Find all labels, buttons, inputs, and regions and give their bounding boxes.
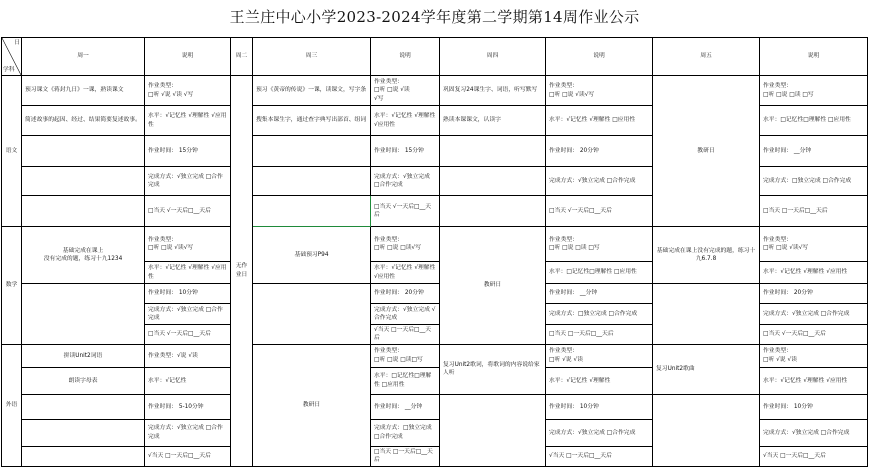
english-thu-note: √当天 □一天后□__天后	[546, 446, 653, 466]
subject-chinese: 语文	[2, 76, 22, 227]
header-note: 说明	[760, 38, 868, 76]
math-mon-task-empty	[22, 284, 145, 345]
math-thu-note: □当天 □一天后□__天后	[546, 325, 653, 345]
math-fri-note: 作业类型： □听 □说 √读√写	[760, 227, 868, 262]
math-fri-note: 水平：√记忆性 √理解性 √应用性	[760, 262, 868, 284]
header-mon: 周一	[22, 38, 145, 76]
english-wed-task: 教研日	[253, 344, 371, 466]
english-mon-task	[22, 394, 145, 419]
english-thu-note: 水平：√记忆性 √理解性	[546, 367, 653, 394]
english-mon-note: 作业类型：√说 √读	[145, 344, 231, 367]
chinese-mon-task	[22, 196, 145, 227]
table-row	[2, 227, 868, 262]
chinese-mon-note: 作业类型： □听 √说 √读 √写	[145, 76, 231, 106]
chinese-wed-note: 作业类型： □听 □说 √读 √写	[371, 76, 440, 106]
math-wed-note: √当天 □一天后□__天后	[371, 325, 440, 345]
math-mon-note: □当天 √一天后□__天后	[145, 325, 231, 345]
chinese-mon-note: 完成方式：√独立完成 □合作完成	[145, 167, 231, 196]
chinese-wed-task	[253, 167, 371, 196]
chinese-thu-note: 水平：√记忆性 √理解性 □应用性	[546, 106, 653, 136]
math-mon-note: 作业类型： □听 □说 √读√写	[145, 227, 231, 262]
chinese-thu-note: 作业类型： □听 □说 √读√写	[546, 76, 653, 106]
chinese-thu-task	[440, 196, 546, 227]
chinese-mon-task: 简述故事的起因、经过、结果简要复述故事。	[22, 106, 145, 136]
math-fri-task-empty	[653, 284, 760, 345]
table-row	[2, 394, 868, 419]
chinese-fri-task: 教研日	[653, 76, 760, 227]
english-mon-task: 朗读字母表	[22, 367, 145, 394]
chinese-mon-task	[22, 167, 145, 196]
english-fri-note: 作业时间： 10分钟	[760, 394, 868, 419]
english-wed-note: 完成方式：□独立完成 □合作完成	[371, 419, 440, 446]
chinese-fri-note: 作业时间： __分钟	[760, 136, 868, 167]
english-thu-note: 完成方式：√独立完成 □合作完成	[546, 419, 653, 446]
english-fri-note: 完成方式：√独立完成 □合作完成	[760, 419, 868, 446]
subject-math: 数学	[2, 227, 22, 345]
chinese-fri-note: □当天 □一天后□__天后	[760, 196, 868, 227]
english-mon-note: 完成方式：√独立完成 □合作完成	[145, 419, 231, 446]
header-fri: 周五	[653, 38, 760, 76]
corner-header	[2, 38, 22, 76]
chinese-mon-task	[22, 136, 145, 167]
header-thu: 周四	[440, 38, 546, 76]
chinese-mon-note: 水平：√记忆性 √理解性 √应用性	[145, 106, 231, 136]
header-tue: 周二	[231, 38, 253, 76]
math-fri-note: 作业时间： 20分钟	[760, 284, 868, 304]
english-thu-task: 复习Unit2歌词，将歌词的内容说给家人听	[440, 344, 546, 394]
math-mon-note: 水平：√记忆性 √理解性 √应用性	[145, 262, 231, 284]
math-thu-note: 作业类型： □听 □说 □读 □写	[546, 227, 653, 262]
corner-subject-label: 学科	[3, 66, 15, 73]
english-fri-task: 复习Unit2歌曲	[653, 344, 760, 394]
math-mon-note: 作业时间： 10分钟	[145, 284, 231, 304]
english-thu-note: 作业时间： 10分钟	[546, 394, 653, 419]
math-thu-note: 作业时间： __分钟	[546, 284, 653, 304]
page-title: 王兰庄中心小学2023-2024学年度第二学期第14周作业公示	[229, 8, 640, 26]
chinese-fri-note: 作业类型： □听 □说 □读 □写	[760, 76, 868, 106]
header-row	[2, 38, 868, 76]
english-fri-note: 作业类型： □听 √说 √读	[760, 344, 868, 367]
chinese-thu-task	[440, 167, 546, 196]
math-thu-note: 完成方式：□独立完成 □合作完成	[546, 304, 653, 325]
header-wed: 周三	[253, 38, 371, 76]
english-mon-task	[22, 446, 145, 466]
math-wed-note: 作业时间： 20分钟	[371, 284, 440, 304]
table-row	[2, 76, 868, 106]
chinese-mon-task: 预习课文《蒋封九日》一课，熟读课文	[22, 76, 145, 106]
math-mon-task: 基础完成在课上 没有完成的题，练习十九1234	[22, 227, 145, 284]
english-mon-task: 拼读Unit2词语	[22, 344, 145, 367]
math-mon-note: 完成方式：√独立完成 □合作完成	[145, 304, 231, 325]
header-note: 说明	[145, 38, 231, 76]
chinese-wed-task	[253, 136, 371, 167]
chinese-thu-note: 作业时间： 20分钟	[546, 136, 653, 167]
chinese-thu-note: 完成方式：√独立完成 □合作完成	[546, 167, 653, 196]
english-fri-note: 水平：√记忆性 √理解性 √应用性	[760, 367, 868, 394]
english-mon-note: 作业时间： 5-10分钟	[145, 394, 231, 419]
english-mon-task	[22, 419, 145, 446]
math-fri-note: □当天 √一天后□__天后	[760, 325, 868, 345]
english-wed-note: □当天 □一天后□__天后	[371, 446, 440, 466]
math-fri-task: 基础完成在课上没有完成的题，练习十九6.7.8	[653, 227, 760, 284]
subject-english: 外语	[2, 344, 22, 466]
math-thu-note: 水平：□记忆性□理解性 □应用性	[546, 262, 653, 284]
table-row	[2, 284, 868, 304]
english-fri-task-empty	[653, 394, 760, 466]
header-note: 说明	[546, 38, 653, 76]
chinese-fri-note: 完成方式：□独立完成 □合作完成	[760, 167, 868, 196]
chinese-wed-note: 完成方式：√独立完成 □合作完成	[371, 167, 440, 196]
chinese-thu-note: □当天 √一天后□__天后	[546, 196, 653, 227]
chinese-thu-task: 熟读本课课文，认读字	[440, 106, 546, 136]
english-thu-task-empty	[440, 394, 546, 466]
homework-table	[1, 37, 868, 467]
math-thu-task: 教研日	[440, 227, 546, 345]
chinese-wed-task: 搜集本课生字，通过查字典写出部首、组词	[253, 106, 371, 136]
chinese-mon-note: □当天 √一天后□__天后	[145, 196, 231, 227]
chinese-thu-task: 巩固复习24课生字、词语，听写默写	[440, 76, 546, 106]
english-wed-note: 水平：□记忆性□理解性 □应用性	[371, 367, 440, 394]
chinese-wed-note: 作业时间： 15分钟	[371, 136, 440, 167]
english-wed-note: 作业时间： __分钟	[371, 394, 440, 419]
english-wed-note: 作业类型： □听 □说 □读□写	[371, 344, 440, 367]
english-mon-note: 水平：√记忆性	[145, 367, 231, 394]
corner-day-label: 日	[14, 40, 20, 46]
chinese-thu-task	[440, 136, 546, 167]
header-note: 说明	[371, 38, 440, 76]
tue-no-homework: 无作 业日	[231, 76, 253, 467]
chinese-mon-note: 作业时间： 15分钟	[145, 136, 231, 167]
chinese-wed-note: 水平：√记忆性 √理解性 √应用性	[371, 106, 440, 136]
math-wed-note: 完成方式：√独立完成 √合作完成	[371, 304, 440, 325]
table-row	[2, 344, 868, 367]
chinese-wed-task: 预习《黄帝的传说》一课，读课文，写字条	[253, 76, 371, 106]
math-wed-task-empty	[253, 284, 371, 345]
chinese-wed-note: □当天 √一天后□__天后	[371, 196, 440, 227]
selected-cell[interactable]	[253, 196, 371, 227]
chinese-fri-note: 水平：□记忆性□理解性 □应用性	[760, 106, 868, 136]
english-thu-note: 作业类型： □听 √说 √读	[546, 344, 653, 367]
english-mon-note: √当天 □一天后□__天后	[145, 446, 231, 466]
math-wed-task: 基础预习P94	[253, 227, 371, 284]
math-wed-note: 水平：√记忆性 √理解性 √应用性	[371, 262, 440, 284]
english-fri-note: √当天 □一天后□__天后	[760, 446, 868, 466]
math-fri-note: 完成方式：√独立完成 □合作完成	[760, 304, 868, 325]
math-wed-note: 作业类型： □听 □说 □读√写	[371, 227, 440, 262]
